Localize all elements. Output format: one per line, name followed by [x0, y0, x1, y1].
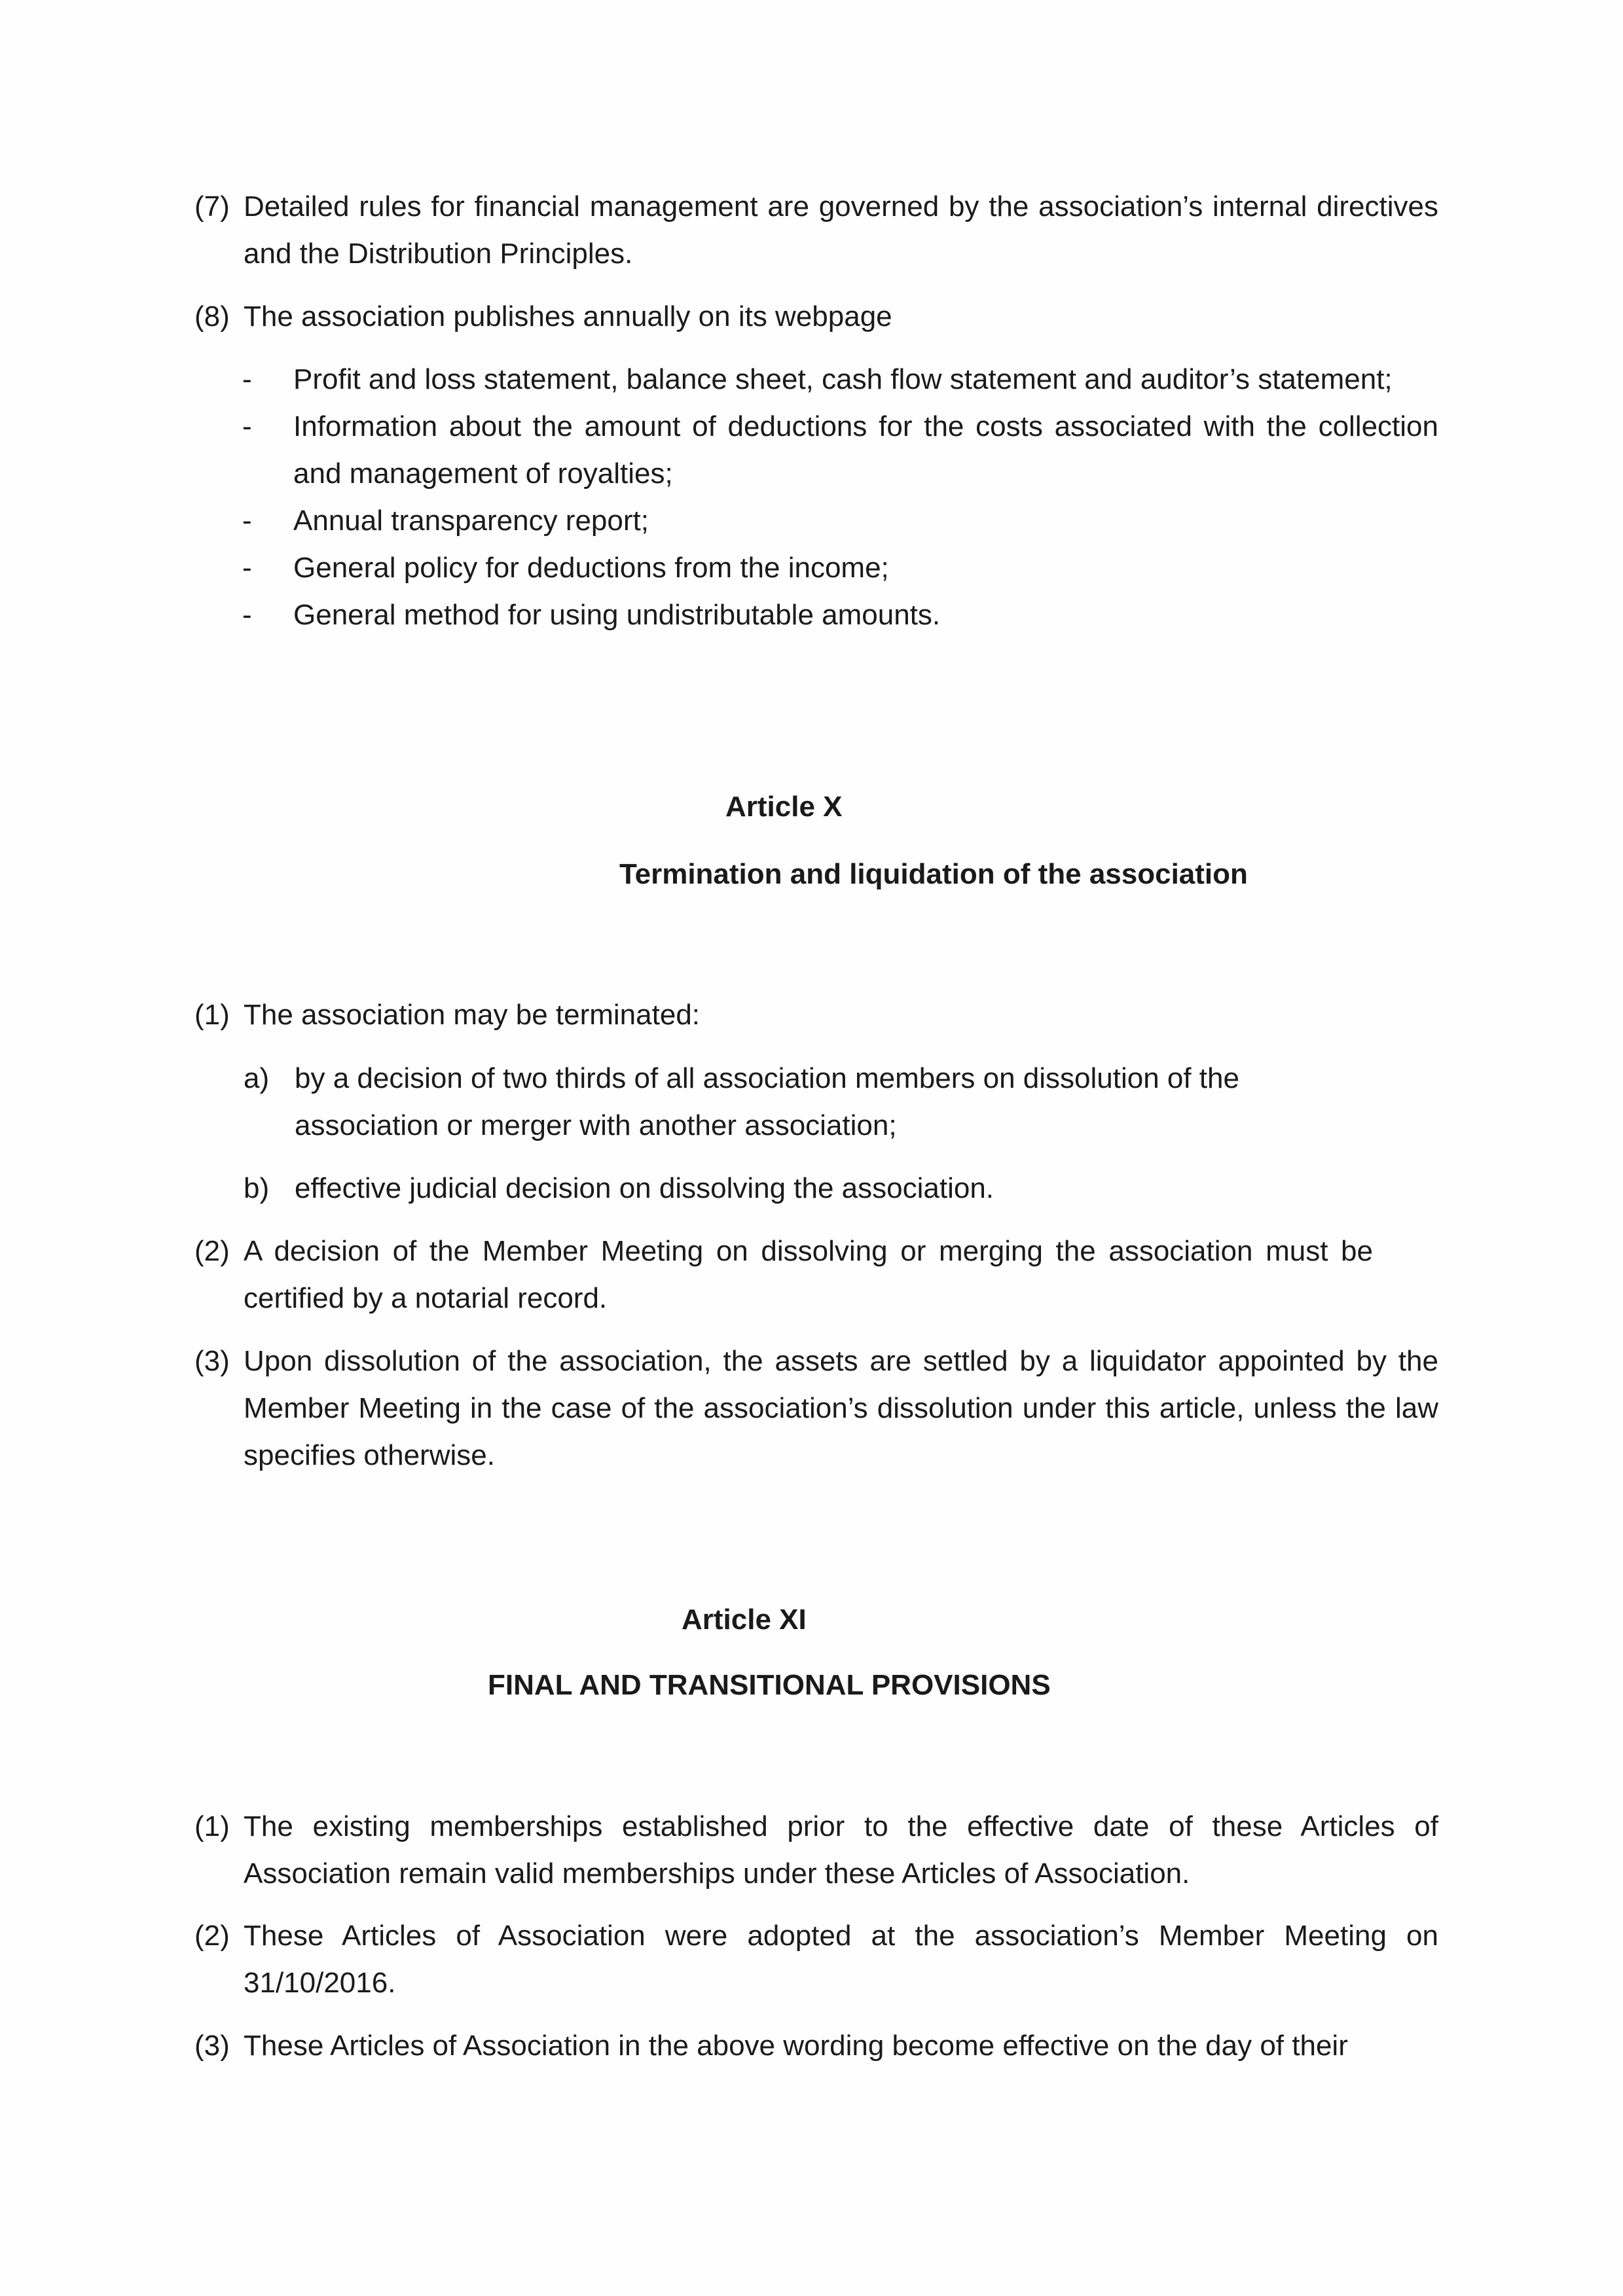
paragraph-number: (8) — [194, 300, 230, 332]
item-text: effective judicial decision on dissolving the association. — [295, 1172, 994, 1204]
list-item-text: General method for using undistributable amounts. — [293, 599, 941, 631]
paragraph-text: Detailed rules for financial management are governed by the association’s internal directives and the Distribution Principles. — [244, 190, 1438, 270]
list-item — [242, 497, 1438, 545]
article-x-paragraph-2 — [194, 1228, 1373, 1322]
article-x-subtitle: Termination and liquidation of the association — [619, 858, 1248, 890]
article-x-item-a — [244, 1055, 1343, 1149]
list-item — [242, 356, 1438, 403]
paragraph-text: The existing memberships established prior to the effective date of these Articles of Association remain valid memberships under these Articles of Association. — [244, 1810, 1438, 1890]
article-x-title: Article X — [725, 791, 843, 823]
paragraph-text: These Articles of Association in the above wording become effective on the day of their — [244, 2030, 1348, 2062]
paragraph-number: (1) — [194, 1810, 230, 1842]
paragraph-number: (3) — [194, 1345, 230, 1377]
article-xi-title: Article XI — [682, 1604, 807, 1636]
paragraph-7 — [194, 183, 1438, 278]
paragraph-number: (7) — [194, 190, 230, 223]
item-text: by a decision of two thirds of all association members on dissolution of the association or merger with another association; — [295, 1062, 1239, 1141]
item-label: a) — [244, 1062, 270, 1094]
article-xi-paragraph-1 — [194, 1803, 1438, 1897]
paragraph-number: (2) — [194, 1920, 230, 1952]
dash-marker: - — [242, 363, 252, 395]
paragraph-text: These Articles of Association were adopted at the association’s Member Meeting on 31/10/2016. — [244, 1920, 1438, 1999]
dash-marker: - — [242, 552, 252, 584]
paragraph-number: (3) — [194, 2030, 230, 2062]
paragraph-number: (1) — [194, 999, 230, 1031]
list-item — [242, 592, 1438, 639]
article-x-paragraph-3 — [194, 1338, 1438, 1479]
paragraph-text: A decision of the Member Meeting on dissolving or merging the association must be certified by a notarial record. — [244, 1235, 1373, 1314]
paragraph-text: The association publishes annually on its webpage — [244, 300, 892, 332]
article-x-item-b — [244, 1165, 1343, 1212]
article-xi-paragraph-2 — [194, 1912, 1438, 2007]
list-item — [242, 403, 1438, 497]
paragraph-8 — [194, 293, 1438, 340]
dash-marker: - — [242, 599, 252, 631]
article-xi-subtitle: FINAL AND TRANSITIONAL PROVISIONS — [488, 1669, 1051, 1701]
list-item-text: Information about the amount of deductions for the costs associated with the collection and management of royalties; — [293, 410, 1438, 490]
list-item-text: Profit and loss statement, balance sheet, cash flow statement and auditor’s statement; — [293, 363, 1393, 395]
paragraph-number: (2) — [194, 1235, 230, 1267]
paragraph-text: Upon dissolution of the association, the assets are settled by a liquidator appointed by the Member Meeting in the case of the association’s dissolution under this article, unless the law specifies otherwise. — [244, 1345, 1438, 1471]
publication-list — [242, 356, 1438, 639]
dash-marker: - — [242, 410, 252, 442]
paragraph-text: The association may be terminated: — [244, 999, 701, 1031]
list-item-text: Annual transparency report; — [293, 505, 649, 537]
dash-marker: - — [242, 505, 252, 537]
item-label: b) — [244, 1172, 270, 1204]
list-item-text: General policy for deductions from the income; — [293, 552, 889, 584]
article-x-paragraph-1 — [194, 992, 1438, 1039]
list-item — [242, 545, 1438, 592]
article-xi-paragraph-3 — [194, 2022, 1438, 2070]
